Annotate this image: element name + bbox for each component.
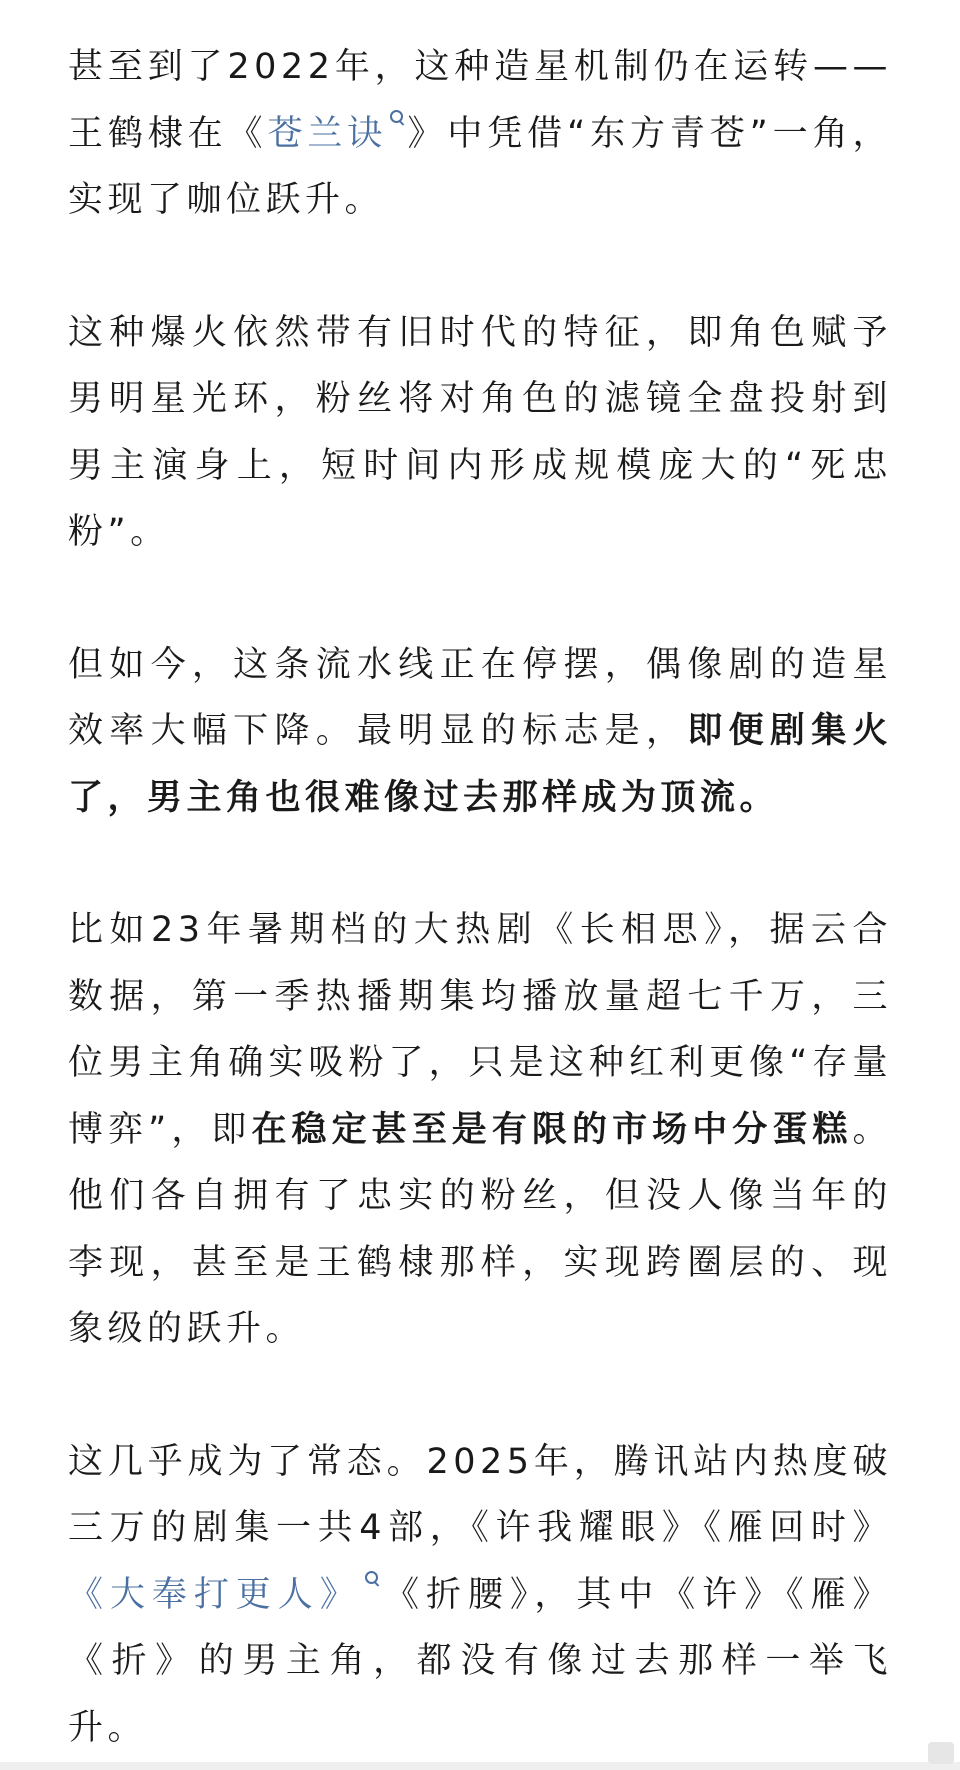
- paragraph-4: [68, 897, 892, 1363]
- paragraph-1: [68, 34, 892, 234]
- search-icon[interactable]: [389, 109, 405, 125]
- paragraph-4-emphasis: 在稳定甚至是有限的市场中分蛋糕: [251, 1109, 853, 1150]
- paragraph-3: [68, 632, 892, 832]
- paragraph-1-text-a: 甚至到了2022年，这种造星机制仍在运转——王鹤棣在《: [68, 47, 892, 154]
- search-icon[interactable]: [364, 1570, 380, 1586]
- paragraph-4-text-a: 比如23年暑期档的大热剧《长相思》，据云合数据，第一季热播期集均播放量超七千万，三位男主角确实吸粉了，只是这种红利更像“存量博弈”，即: [68, 910, 892, 1150]
- paragraph-2: [68, 300, 892, 566]
- corner-widget: [928, 1742, 954, 1764]
- bottom-bar: [0, 1762, 960, 1770]
- paragraph-4-text-b: 。他们各自拥有了忠实的粉丝，但没人像当年的李现，甚至是王鹤棣那样，实现跨圈层的、现象级的跃升。: [68, 1109, 892, 1349]
- paragraph-5-text-a: 这几乎成为了常态。2025年，腾讯站内热度破三万的剧集一共4部，《许我耀眼》《雁回时》: [68, 1441, 892, 1548]
- paragraph-3-text: 但如今，这条流水线正在停摆，偶像剧的造星效率大幅下降。最明显的标志是，: [68, 644, 892, 751]
- paragraph-2-text: 这种爆火依然带有旧时代的特征，即角色赋予男明星光环，粉丝将对角色的滤镜全盘投射到男主演身上，短时间内形成规模庞大的“死忠粉”。: [68, 312, 892, 552]
- paragraph-5-text-b: 《折腰》，其中《许》《雁》《折》的男主角，都没有像过去那样一举飞升。: [68, 1574, 892, 1748]
- topic-link-dafengdagengren[interactable]: 《大奉打更人》: [68, 1574, 362, 1615]
- paragraph-3-emphasis: 即便剧集火了，男主角也很难像过去那样成为顶流。: [68, 711, 892, 818]
- paragraph-5: [68, 1429, 892, 1762]
- topic-link-canglanjue[interactable]: 苍兰诀: [267, 113, 388, 154]
- paragraph-1-text-b: 》中凭借“东方青苍”一角，实现了咖位跃升。: [68, 113, 892, 220]
